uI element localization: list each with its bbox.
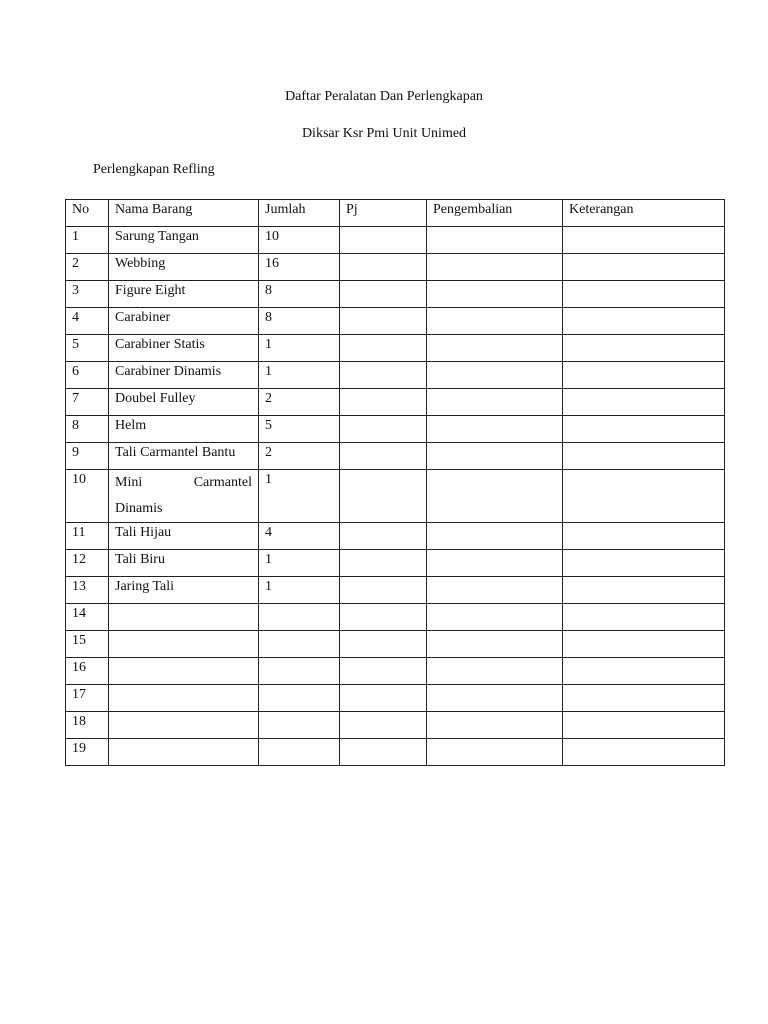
cell-no: 2 xyxy=(66,254,109,281)
cell-nama-barang: Carabiner Statis xyxy=(109,335,259,362)
cell-jumlah: 8 xyxy=(259,281,340,308)
table-row xyxy=(66,550,725,577)
cell-no: 9 xyxy=(66,443,109,470)
cell-keterangan xyxy=(563,658,725,685)
cell-jumlah: 8 xyxy=(259,308,340,335)
cell-pengembalian xyxy=(427,604,563,631)
cell-pengembalian xyxy=(427,254,563,281)
table-row xyxy=(66,685,725,712)
cell-keterangan xyxy=(563,335,725,362)
table-row xyxy=(66,631,725,658)
cell-no: 8 xyxy=(66,416,109,443)
cell-no: 5 xyxy=(66,335,109,362)
cell-jumlah: 1 xyxy=(259,577,340,604)
cell-no: 11 xyxy=(66,523,109,550)
cell-jumlah: 4 xyxy=(259,523,340,550)
cell-nama-barang xyxy=(109,604,259,631)
table-row xyxy=(66,523,725,550)
cell-nama-barang: Tali Carmantel Bantu xyxy=(109,443,259,470)
cell-keterangan xyxy=(563,416,725,443)
cell-keterangan xyxy=(563,550,725,577)
cell-pj xyxy=(340,254,427,281)
cell-jumlah: 16 xyxy=(259,254,340,281)
cell-pengembalian xyxy=(427,362,563,389)
cell-jumlah: 1 xyxy=(259,470,340,523)
cell-nama-barang: Doubel Fulley xyxy=(109,389,259,416)
cell-nama-barang: Tali Biru xyxy=(109,550,259,577)
cell-nama-barang xyxy=(109,712,259,739)
cell-nama-barang: Tali Hijau xyxy=(109,523,259,550)
table-row xyxy=(66,470,725,523)
cell-pengembalian xyxy=(427,335,563,362)
cell-keterangan xyxy=(563,631,725,658)
table-row xyxy=(66,658,725,685)
cell-no: 10 xyxy=(66,470,109,523)
cell-keterangan xyxy=(563,577,725,604)
cell-pengembalian xyxy=(427,389,563,416)
table-row xyxy=(66,712,725,739)
cell-jumlah xyxy=(259,685,340,712)
cell-no: 4 xyxy=(66,308,109,335)
cell-pengembalian xyxy=(427,416,563,443)
cell-jumlah xyxy=(259,712,340,739)
cell-pengembalian xyxy=(427,443,563,470)
cell-pengembalian xyxy=(427,712,563,739)
document-title: Daftar Peralatan Dan Perlengkapan xyxy=(285,89,483,104)
cell-nama-barang: Carabiner Dinamis xyxy=(109,362,259,389)
cell-jumlah xyxy=(259,658,340,685)
cell-keterangan xyxy=(563,362,725,389)
cell-pj xyxy=(340,523,427,550)
name-word: Carmantel xyxy=(193,475,252,490)
cell-pj xyxy=(340,739,427,766)
cell-nama-barang: Helm xyxy=(109,416,259,443)
cell-pj xyxy=(340,550,427,577)
cell-pj xyxy=(340,335,427,362)
cell-no: 19 xyxy=(66,739,109,766)
cell-keterangan xyxy=(563,254,725,281)
cell-no: 7 xyxy=(66,389,109,416)
cell-keterangan xyxy=(563,685,725,712)
cell-pj xyxy=(340,281,427,308)
cell-jumlah: 10 xyxy=(259,227,340,254)
cell-jumlah: 1 xyxy=(259,362,340,389)
table-row xyxy=(66,443,725,470)
cell-keterangan xyxy=(563,739,725,766)
cell-pengembalian xyxy=(427,631,563,658)
cell-keterangan xyxy=(563,523,725,550)
header-no: No xyxy=(66,200,109,227)
cell-pj xyxy=(340,658,427,685)
cell-nama-barang xyxy=(109,658,259,685)
cell-no: 3 xyxy=(66,281,109,308)
cell-jumlah: 2 xyxy=(259,389,340,416)
cell-nama-barang: Sarung Tangan xyxy=(109,227,259,254)
cell-nama-barang xyxy=(109,631,259,658)
table-row xyxy=(66,308,725,335)
table-row xyxy=(66,335,725,362)
cell-pengembalian xyxy=(427,685,563,712)
table-header-row xyxy=(66,200,725,227)
cell-pengembalian xyxy=(427,523,563,550)
table-row xyxy=(66,604,725,631)
name-word: Mini xyxy=(115,475,143,490)
table-row xyxy=(66,362,725,389)
cell-keterangan xyxy=(563,470,725,523)
header-pengembalian: Pengembalian xyxy=(427,200,563,227)
table-row xyxy=(66,281,725,308)
cell-no: 1 xyxy=(66,227,109,254)
cell-jumlah xyxy=(259,739,340,766)
header-jumlah: Jumlah xyxy=(259,200,340,227)
header-pj: Pj xyxy=(340,200,427,227)
cell-pengembalian xyxy=(427,658,563,685)
cell-pj xyxy=(340,685,427,712)
cell-pengembalian xyxy=(427,308,563,335)
header-keterangan: Keterangan xyxy=(563,200,725,227)
cell-jumlah xyxy=(259,604,340,631)
table-row xyxy=(66,227,725,254)
cell-no: 6 xyxy=(66,362,109,389)
cell-pj xyxy=(340,712,427,739)
cell-nama-barang: Jaring Tali xyxy=(109,577,259,604)
cell-no: 17 xyxy=(66,685,109,712)
equipment-table xyxy=(65,199,725,766)
cell-pj xyxy=(340,604,427,631)
table-row xyxy=(66,577,725,604)
cell-no: 16 xyxy=(66,658,109,685)
name-line-2: Dinamis xyxy=(115,501,163,516)
cell-jumlah: 5 xyxy=(259,416,340,443)
cell-jumlah: 1 xyxy=(259,335,340,362)
table-row xyxy=(66,254,725,281)
name-line-1 xyxy=(115,470,252,496)
cell-jumlah: 2 xyxy=(259,443,340,470)
cell-pj xyxy=(340,389,427,416)
cell-keterangan xyxy=(563,389,725,416)
cell-pj xyxy=(340,362,427,389)
cell-nama-barang: Carabiner xyxy=(109,308,259,335)
cell-pengembalian xyxy=(427,227,563,254)
cell-no: 13 xyxy=(66,577,109,604)
cell-pj xyxy=(340,443,427,470)
cell-pengembalian xyxy=(427,577,563,604)
cell-pj xyxy=(340,470,427,523)
header-nama-barang: Nama Barang xyxy=(109,200,259,227)
cell-nama-barang xyxy=(109,739,259,766)
cell-pj xyxy=(340,227,427,254)
cell-pj xyxy=(340,577,427,604)
table-row xyxy=(66,739,725,766)
cell-jumlah xyxy=(259,631,340,658)
cell-keterangan xyxy=(563,227,725,254)
cell-pengembalian xyxy=(427,281,563,308)
cell-keterangan xyxy=(563,281,725,308)
cell-pj xyxy=(340,416,427,443)
section-heading: Perlengkapan Refling xyxy=(93,162,215,177)
cell-jumlah: 1 xyxy=(259,550,340,577)
cell-pengembalian xyxy=(427,739,563,766)
cell-no: 12 xyxy=(66,550,109,577)
document-subtitle: Diksar Ksr Pmi Unit Unimed xyxy=(301,126,467,141)
cell-no: 18 xyxy=(66,712,109,739)
cell-nama-barang: Figure Eight xyxy=(109,281,259,308)
cell-keterangan xyxy=(563,443,725,470)
cell-pengembalian xyxy=(427,550,563,577)
cell-keterangan xyxy=(563,712,725,739)
table-row xyxy=(66,416,725,443)
cell-keterangan xyxy=(563,308,725,335)
cell-no: 15 xyxy=(66,631,109,658)
table-row xyxy=(66,389,725,416)
cell-no: 14 xyxy=(66,604,109,631)
cell-keterangan xyxy=(563,604,725,631)
cell-pj xyxy=(340,631,427,658)
cell-pengembalian xyxy=(427,470,563,523)
cell-nama-barang xyxy=(109,470,259,523)
cell-nama-barang: Webbing xyxy=(109,254,259,281)
cell-nama-barang xyxy=(109,685,259,712)
cell-pj xyxy=(340,308,427,335)
